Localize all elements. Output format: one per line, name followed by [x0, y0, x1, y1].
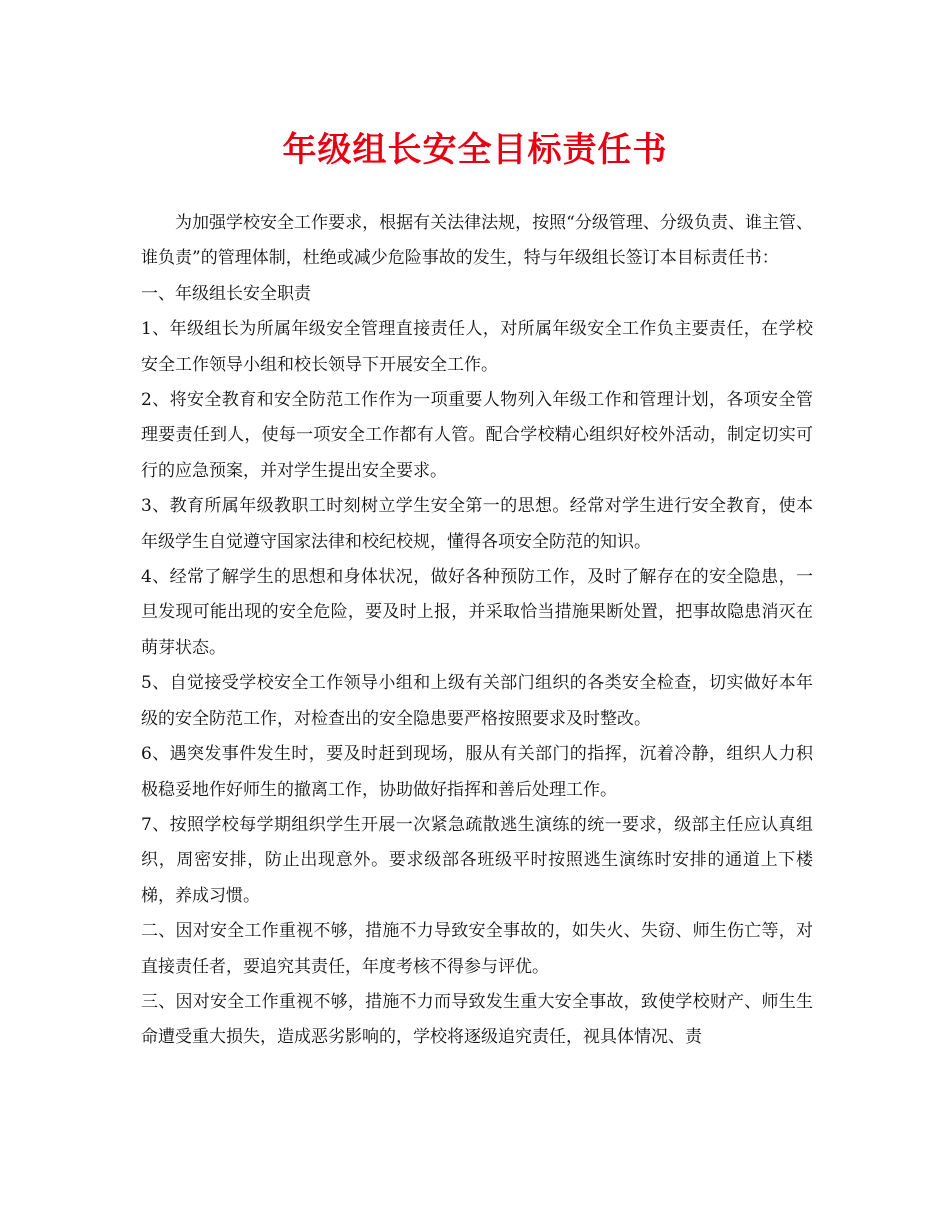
- duty-item-7: 7、按照学校每学期组织学生开展一次紧急疏散逃生演练的统一要求，级部主任应认真组织，周密安排，防止出现意外。要求级部各班级平时按照逃生演练时安排的通道上下楼梯，养成习惯。: [141, 814, 813, 906]
- document-body: [141, 206, 813, 1056]
- intro-paragraph: 为加强学校安全工作要求，根据有关法律法规，按照“分级管理、分级负责、谁主管、谁负责”的管理体制，杜绝或减少危险事故的发生，特与年级组长签订本目标责任书：: [141, 213, 813, 269]
- duty-item-3: 3、教育所属年级教职工时刻树立学生安全第一的思想。经常对学生进行安全教育，使本年级学生自觉遵守国家法律和校纪校规，懂得各项安全防范的知识。: [141, 496, 813, 552]
- section-2-paragraph: 二、因对安全工作重视不够，措施不力导致安全事故的，如失火、失窃、师生伤亡等，对直接责任者，要追究其责任，年度考核不得参与评优。: [141, 921, 813, 977]
- duty-item-4: 4、经常了解学生的思想和身体状况，做好各种预防工作，及时了解存在的安全隐患，一旦发现可能出现的安全危险，要及时上报，并采取恰当措施果断处置，把事故隐患消灭在萌芽状态。: [141, 567, 813, 658]
- document-title: 年级组长安全目标责任书: [282, 130, 668, 170]
- duty-item-2: 2、将安全教育和安全防范工作作为一项重要人物列入年级工作和管理计划，各项安全管理要责任到人，使每一项安全工作都有人管。配合学校精心组织好校外活动，制定切实可行的应急预案，并对学生提出安全要求。: [141, 390, 813, 481]
- section-3-paragraph: 三、因对安全工作重视不够，措施不力而导致发生重大安全事故，致使学校财产、师生生命遭受重大损失，造成恶劣影响的，学校将逐级追究责任，视具体情况、责: [141, 991, 813, 1048]
- section-heading-1: 一、年级组长安全职责: [141, 283, 311, 304]
- duty-item-5: 5、自觉接受学校安全工作领导小组和上级有关部门组织的各类安全检查，切实做好本年级的安全防范工作，对检查出的安全隐患要严格按照要求及时整改。: [141, 673, 813, 729]
- duty-item-1: 1、年级组长为所属年级安全管理直接责任人，对所属年级安全工作负主要责任，在学校安全工作领导小组和校长领导下开展安全工作。: [141, 319, 813, 375]
- duty-item-6: 6、遇突发事件发生时，要及时赶到现场，服从有关部门的指挥，沉着冷静，组织人力积极稳妥地作好师生的撤离工作，协助做好指挥和善后处理工作。: [141, 744, 813, 800]
